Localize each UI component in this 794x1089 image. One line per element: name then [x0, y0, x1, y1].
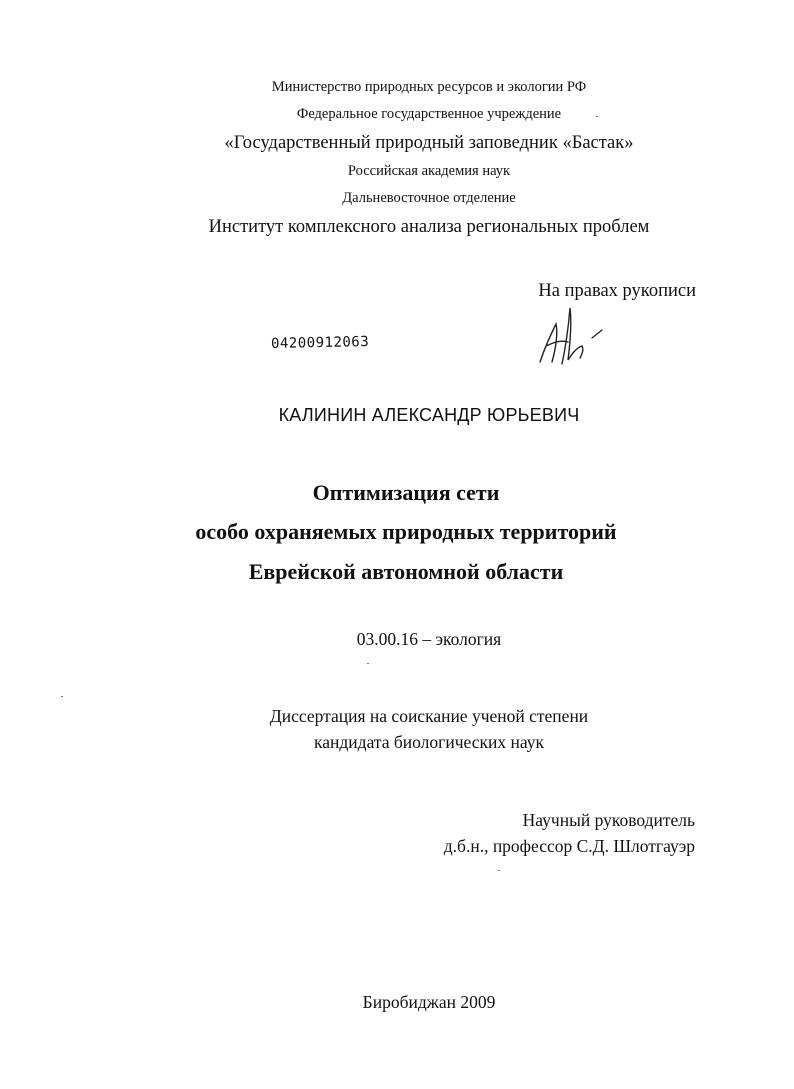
institute-line: Институт комплексного анализа региональных проблем — [208, 217, 650, 237]
supervisor-role: Научный руководитель — [522, 810, 695, 830]
scan-speck — [61, 696, 63, 697]
supervisor-name: д.б.н., профессор С.Д. Шлотгауэр — [443, 836, 695, 856]
reserve-name-line: «Государственный природный заповедник «Бастак» — [224, 133, 634, 153]
specialty-code: 03.00.16 – экология — [356, 629, 502, 649]
ministry-line: Министерство природных ресурсов и экологии РФ — [271, 79, 587, 95]
title-line-3: Еврейской автономной области — [248, 559, 564, 584]
city-year: Биробиджан 2009 — [362, 992, 496, 1012]
manuscript-rights-note: На правах рукописи — [538, 281, 696, 301]
handwritten-signature — [532, 302, 612, 374]
branch-line: Дальневосточное отделение — [342, 190, 516, 206]
scan-speck — [498, 870, 500, 871]
institution-type-line: Федеральное государственное учреждение — [296, 106, 562, 122]
dissertation-line-1: Диссертация на соискание ученой степени — [269, 706, 589, 726]
author-name: КАЛИНИН АЛЕКСАНДР ЮРЬЕВИЧ — [278, 405, 580, 425]
title-line-2: особо охраняемых природных территорий — [195, 519, 617, 544]
scan-speck — [596, 116, 598, 117]
dissertation-line-2: кандидата биологических наук — [314, 732, 544, 752]
academy-line: Российская академия наук — [347, 163, 511, 179]
title-line-1: Оптимизация сети — [312, 480, 500, 505]
archive-code: 04200912063 — [270, 333, 370, 352]
scan-speck — [367, 663, 369, 664]
